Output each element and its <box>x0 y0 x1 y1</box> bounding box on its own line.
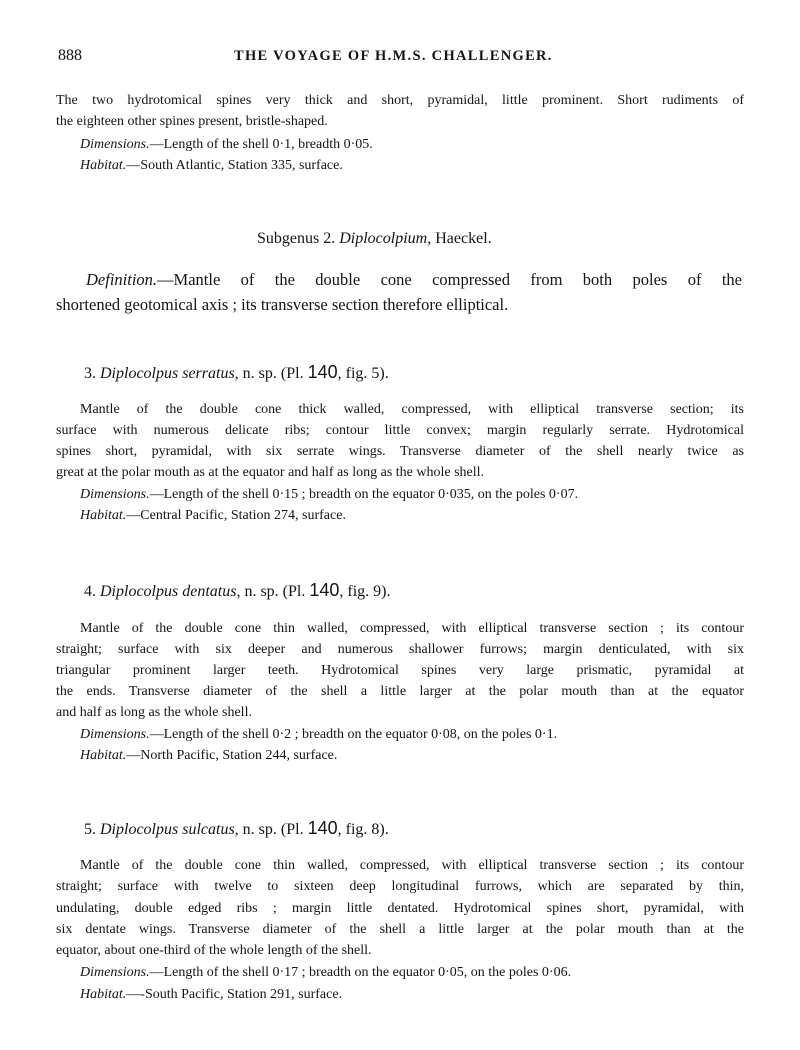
dimensions-text: —Length of the shell 0·1, breadth 0·05. <box>149 137 373 152</box>
species-fig: , fig. 9). <box>339 583 391 600</box>
prev-species-dimensions <box>80 136 744 154</box>
species-fig: , fig. 8). <box>337 821 389 838</box>
species-name: Diplocolpus sulcatus <box>100 821 235 838</box>
species-suffix: , n. sp. (Pl. <box>236 583 306 600</box>
species-5-line-1: Mantle of the double cone thin walled, compressed, with elliptical transverse section ; its contour <box>80 858 744 873</box>
definition-line-1 <box>86 267 742 292</box>
subgenus-name: Diplocolpium <box>339 230 428 247</box>
dimensions-text: —Length of the shell 0·15 ; breadth on the equator 0·035, on the poles 0·07. <box>149 487 579 502</box>
dimensions-label: Dimensions. <box>80 965 150 980</box>
species-3-line-2: surface with numerous delicate ribs; contour little convex; margin regularly serrate. Hydrotomical <box>56 423 744 438</box>
dimensions-label: Dimensions. <box>80 727 150 742</box>
species-number: 3. <box>84 365 96 382</box>
prev-species-line-2: the eighteen other spines present, bristle-shaped. <box>56 114 328 129</box>
dimensions-text: —Length of the shell 0·17 ; breadth on the equator 0·05, on the poles 0·06. <box>149 965 572 980</box>
definition-line-2: shortened geotomical axis ; its transverse section therefore elliptical. <box>56 295 509 314</box>
species-5-habitat <box>80 986 744 1004</box>
running-title: THE VOYAGE OF H.M.S. CHALLENGER. <box>234 48 553 64</box>
species-4-line-5: and half as long as the whole shell. <box>56 705 252 720</box>
plate-number: 140 <box>309 580 340 600</box>
species-name: Diplocolpus dentatus <box>100 583 237 600</box>
definition-text-1: —Mantle of the double cone compressed from both poles of the <box>157 270 742 289</box>
species-number: 5. <box>84 821 96 838</box>
species-3-dimensions <box>80 486 744 504</box>
species-suffix: , n. sp. (Pl. <box>234 821 304 838</box>
prev-species-habitat <box>80 157 744 175</box>
definition-label: Definition. <box>86 270 158 289</box>
species-3-line-4: great at the polar mouth as at the equator and half as long as the whole shell. <box>56 465 485 480</box>
species-heading-3 <box>84 362 389 383</box>
species-number: 4. <box>84 583 96 600</box>
dimensions-text: —Length of the shell 0·2 ; breadth on the equator 0·08, on the poles 0·1. <box>149 727 558 742</box>
subgenus-author: , Haeckel. <box>427 230 492 247</box>
species-name: Diplocolpus serratus <box>100 365 235 382</box>
dimensions-label: Dimensions. <box>80 487 150 502</box>
habitat-label: Habitat. <box>80 158 127 173</box>
species-4-line-4: the ends. Transverse diameter of the shell a little larger at the polar mouth than at the equator <box>56 684 744 699</box>
species-fig: , fig. 5). <box>337 365 389 382</box>
species-heading-5 <box>84 818 389 839</box>
habitat-label: Habitat. <box>80 508 127 523</box>
habitat-text: —Central Pacific, Station 274, surface. <box>126 508 346 523</box>
species-4-dimensions <box>80 726 744 744</box>
species-4-line-2: straight; surface with six deeper and numerous shallower furrows; margin denticulated, with six <box>56 642 744 657</box>
species-heading-4 <box>84 580 391 601</box>
habitat-text: —North Pacific, Station 244, surface. <box>126 748 338 763</box>
species-5-line-2: straight; surface with twelve to sixteen deep longitudinal furrows, which are separated by thin, <box>56 879 744 894</box>
habitat-text: —-South Pacific, Station 291, surface. <box>126 987 343 1002</box>
species-5-line-4: six dentate wings. Transverse diameter of the shell a little larger at the polar mouth than at the <box>56 922 744 937</box>
species-5-line-3: undulating, double edged ribs ; margin little dentated. Hydrotomical spines short, pyramidal, with <box>56 901 744 916</box>
species-4-habitat <box>80 747 744 765</box>
prev-species-line-1: The two hydrotomical spines very thick and short, pyramidal, little prominent. Short rudiments of <box>56 93 744 108</box>
species-3-line-1: Mantle of the double cone thick walled, compressed, with elliptical transverse section; its <box>80 402 744 417</box>
species-suffix: , n. sp. (Pl. <box>234 365 304 382</box>
dimensions-label: Dimensions. <box>80 137 150 152</box>
species-4-line-3: triangular prominent larger teeth. Hydrotomical spines very large prismatic, pyramidal at <box>56 663 744 678</box>
subgenus-prefix: Subgenus 2. <box>257 230 336 247</box>
species-3-habitat <box>80 507 744 525</box>
habitat-label: Habitat. <box>80 748 127 763</box>
habitat-text: —South Atlantic, Station 335, surface. <box>126 158 343 173</box>
plate-number: 140 <box>307 362 338 382</box>
plate-number: 140 <box>307 818 338 838</box>
subgenus-heading <box>257 230 492 248</box>
species-5-dimensions <box>80 964 744 982</box>
habitat-label: Habitat. <box>80 987 127 1002</box>
species-5-line-5: equator, about one-third of the whole length of the shell. <box>56 943 372 958</box>
species-3-line-3: spines short, pyramidal, with six serrate wings. Transverse diameter of the shell nearly twice as <box>56 444 744 459</box>
species-4-line-1: Mantle of the double cone thin walled, compressed, with elliptical transverse section ; its contour <box>80 621 744 636</box>
page-number: 888 <box>58 47 82 64</box>
